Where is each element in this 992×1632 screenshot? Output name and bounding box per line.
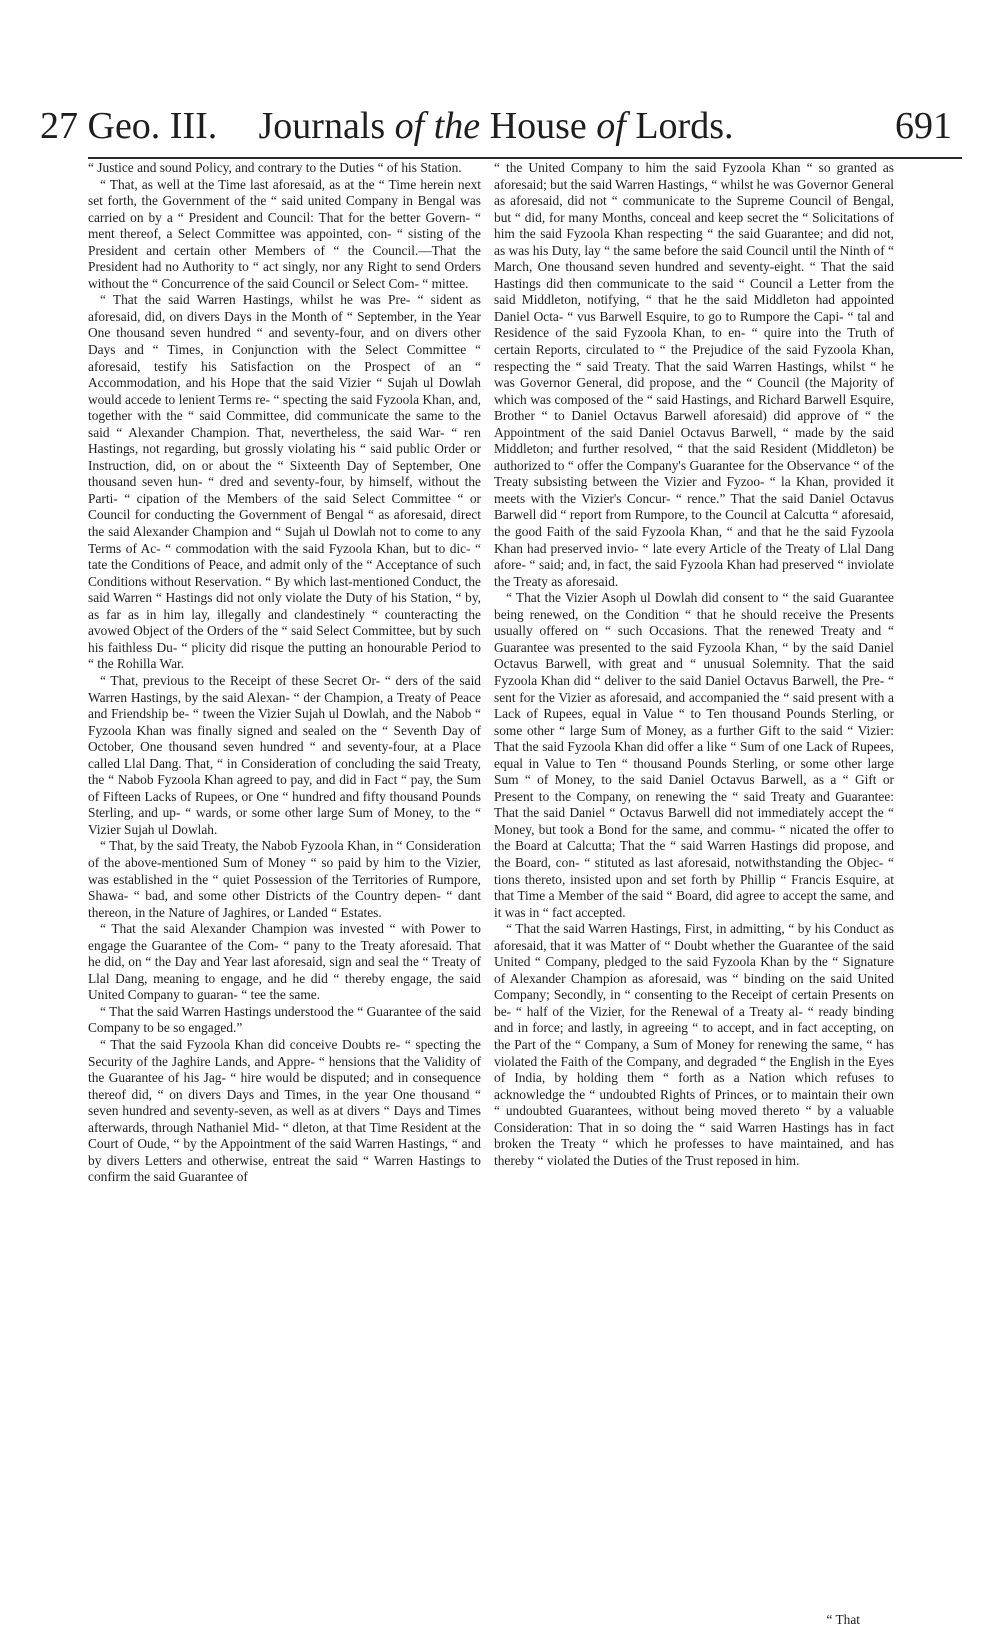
page-number: 691 — [895, 105, 952, 147]
paragraph: “ That, previous to the Receipt of these Secret Or- “ ders of the said Warren Hastings, by the said Alexan- “ der Champion, a Treaty of Peace and Friendship be- “ tween the Vizier Sujah ul Dowlah, and the Nabob “ Fyzoola Khan was finally signed and sealed on the “ Seventh Day of October, One thousand seven hundred “ and seventy-four, at a Place called Llal Dang. That, “ in Consideration of concluding the said Treaty, the “ Nabob Fyzoola Khan agreed to pay, and did in Fact “ pay, the Sum of Fifteen Lacks of Rupees, or One “ hundred and fifty thousand Pounds Sterling, and up- “ wards, or some other large Sum of Money, to the “ Vizier Sujah ul Dowlah. — [88, 672, 481, 837]
paragraph: “ That the said Warren Hastings understood the “ Guarantee of the said Company to be so engaged.” — [88, 1003, 481, 1036]
paragraph: “ That the said Warren Hastings, First, in admitting, “ by his Conduct as aforesaid, that it was Matter of “ Doubt whether the Guarantee of the said United “ Company, pledged to the said Fyzoola Khan by the “ Signature of Alexander Champion as aforesaid, was “ binding on the said United Company; Secondly, in “ consenting to the Receipt of certain Presents on be- “ half of the Vizier, for the Renewal of a Treaty al- “ ready binding and in force; and lastly, in agreeing “ to accept, and in fact accepting, on the Part of the “ Company, a Sum of Money for renewing the same, “ has violated the Faith of the Company, and degraded “ the English in the Eyes of India, by holding them “ forth as a Nation which refuses to acknowledge the “ undoubted Rights of Princes, or to maintain their own “ undoubted Guarantees, without being moved thereto “ by a valuable Consideration: That in so doing the “ said Warren Hastings has in fact broken the Treaty “ which he professes to have maintained, and has thereby “ violated the Duties of the Trust reposed in him. — [494, 921, 894, 1168]
catchword: “ That — [826, 1612, 860, 1627]
left-column — [88, 160, 481, 1186]
right-column — [494, 160, 894, 1169]
paragraph: “ That the said Warren Hastings, whilst he was Pre- “ sident as aforesaid, did, on divers Days in the Month of “ September, in the Year One thousand seven hundred “ and seventy-four, and on divers other Days and “ Times, in Conjunction with the Select Committee “ aforesaid, testify his Satisfaction on the Prospect of an “ Accommodation, and his Hope that the said Vizier “ Sujah ul Dowlah would accede to lenient Terms re- “ specting the said Fyzoola Khan, and, together with the “ said Committee, did communicate the same to the said “ Alexander Champion. That, nevertheless, the said War- “ ren Hastings, not regarding, but grossly violating his “ said public Order or Instruction, did, on or about the “ Sixteenth Day of September, One thousand seven hun- “ dred and seventy-four, by himself, without the Parti- “ cipation of the Members of the said Select Committee “ or Council for conducting the Government of Bengal “ as aforesaid, direct the said Alexander Champion and “ Sujah ul Dowlah not to come to any Terms of Ac- “ commodation with the said Fyzoola Khan, but to dic- “ tate the Conditions of Peace, and admit only of the “ Acceptance of such Conditions without Reservation. “ By which last-mentioned Conduct, the said Warren “ Hastings did not only violate the Duty of his Station, “ by, as far as in him lay, illegally and clandestinely “ counteracting the avowed Object of the Orders of the “ said Select Committee, but by such his faithless Du- “ plicity did risque the putting an honourable Period to “ the Rohilla War. — [88, 292, 481, 672]
paragraph: “ Justice and sound Policy, and contrary to the Duties “ of his Station. — [88, 160, 462, 175]
running-header — [40, 104, 952, 160]
paragraph: “ That the Vizier Asoph ul Dowlah did consent to “ the said Guarantee being renewed, on the Condition “ that he should receive the Presents usually offered on “ such Occasions. That the renewed Treaty and “ Guarantee was presented to the said Fyzoola Khan, “ by the said Daniel Octavus Barwell, with great and “ unusual Solemnity. That the said Fyzoola Khan did “ deliver to the said Daniel Octavus Barwell, the Pre- “ sent for the Vizier as aforesaid, and accompanied the “ said present with a Lack of Rupees, equal in Value “ to Ten thousand Pounds Sterling, or some other “ large Sum of Money, as a further Gift to the said “ Vizier: That the said Fyzoola Khan did offer a like “ Sum of one Lack of Rupees, equal in Value to Ten “ thousand Pounds Sterling, or some other large Sum “ of Money, to the said Daniel Octavus Barwell, as a “ Gift or Present to the Company, on renewing the “ said Treaty and Guarantee: That the said Daniel “ Octavus Barwell did not immediately accept the “ Money, but took a Bond for the same, and commu- “ nicated the offer to the Board at Calcutta; That the “ said Warren Hastings did propose, and the Board, con- “ stituted as last aforesaid, notwithstanding the Objec- “ tions thereto, insisted upon and set forth by Phillip “ Francis Esquire, at that Time a Member of the said “ Board, did agree to accept the same, and it was in “ fact accepted. — [494, 590, 894, 920]
paragraph: “ That the said Alexander Champion was invested “ with Power to engage the Guarantee of the Com- “ pany to the Treaty aforesaid. That he did, on “ the Day and Year last aforesaid, sign and seal the “ Treaty of Llal Dang, meaning to engage, and he did “ thereby engage, the said United Company to guaran- “ tee the same. — [88, 921, 481, 1003]
paragraph: “ That, as well at the Time last aforesaid, as at the “ Time herein next set forth, the Government of the “ said united Company in Bengal was carried on by a “ President and Council: That for the better Govern- “ ment thereof, a Select Committee was appointed, con- “ sisting of the President and certain other Members of “ the Council.—That the President had no Authority to “ act singly, nor any Right to send Orders without the “ Concurrence of the said Council or Select Com- “ mittee. — [88, 176, 481, 291]
paragraph: “ That, by the said Treaty, the Nabob Fyzoola Khan, in “ Consideration of the above-mentioned Sum of Money “ so paid by him to the Vizier, was established in the “ quiet Possession of the Territories of Rumpore, Shawa- “ bad, and some other Districts of the Country depen- “ dant thereon, in the Nature of Jaghires, or Landed “ Estates. — [88, 838, 481, 920]
regnal-year: 27 Geo. III. — [40, 105, 218, 147]
header-rule — [88, 157, 962, 159]
journal-title: Journals of the House of Lords. — [258, 105, 734, 147]
paragraph: “ That the said Fyzoola Khan did conceive Doubts re- “ specting the Security of the Jaghire Lands, and Appre- “ hensions that the Validity of the Guarantee of his Jag- “ hire would be disputed; and in consequence thereof did, “ on divers Days and Times, in the year One thousand “ seven hundred and seventy-seven, as well as at divers “ Days and Times afterwards, through Nathaniel Mid- “ dleton, at that Time Resident at the Court of Oude, “ by the Appointment of the said Warren Hastings, “ and by divers Letters and otherwise, entreat the said “ Warren Hastings to confirm the said Guarantee of — [88, 1036, 481, 1185]
paragraph: “ the United Company to him the said Fyzoola Khan “ so granted as aforesaid; but the said Warren Hastings, “ whilst he was Governor General as aforesaid, did not “ communicate to the Supreme Council of Bengal, but “ did, for many Months, conceal and keep secret the “ Solicitations of him the said Fyzoola Khan respecting “ the said Guarantee; and did not, as was his Duty, lay “ the same before the said Council until the Ninth of “ March, One thousand seven hundred and seventy-eight. “ That the said Hastings did then communicate to the said “ Council a Letter from the said Middleton, notifying, “ that he the said Middleton had appointed Daniel Octa- “ vus Barwell Esquire, to go to Rumpore the Capi- “ tal and Residence of the said Fyzoola Khan, to en- “ quire into the Truth of certain Reports, circulated to “ the Prejudice of the said Fyzoola Khan, respecting the “ said Treaty. That the said Warren Hastings, whilst “ he was Governor General, did propose, and the “ Council (the Majority of which was composed of the “ said Hastings, and Richard Barwell Esquire, Brother “ to Daniel Octavus Barwell aforesaid) did approve of “ the Appointment of the said Daniel Octavus Barwell, “ made by the said Middleton; and further resolved, “ that the said Resident (Middleton) be authorized to “ offer the Company's Guarantee for the Observance “ of the Treaty subsisting between the Vizier and Fyzoo- “ la Khan, provided it meets with the Vizier's Concur- “ rence.” That the said Daniel Octavus Barwell did “ report from Rumpore, to the Council at Calcutta “ aforesaid, the good Faith of the said Fyzoola Khan, “ and that he the said Fyzoola Khan had preserved invio- “ late every Article of the Treaty of Llal Dang afore- “ said; and, in fact, the said Fyzoola Khan had preserved “ inviolate the Treaty as aforesaid. — [494, 160, 894, 589]
